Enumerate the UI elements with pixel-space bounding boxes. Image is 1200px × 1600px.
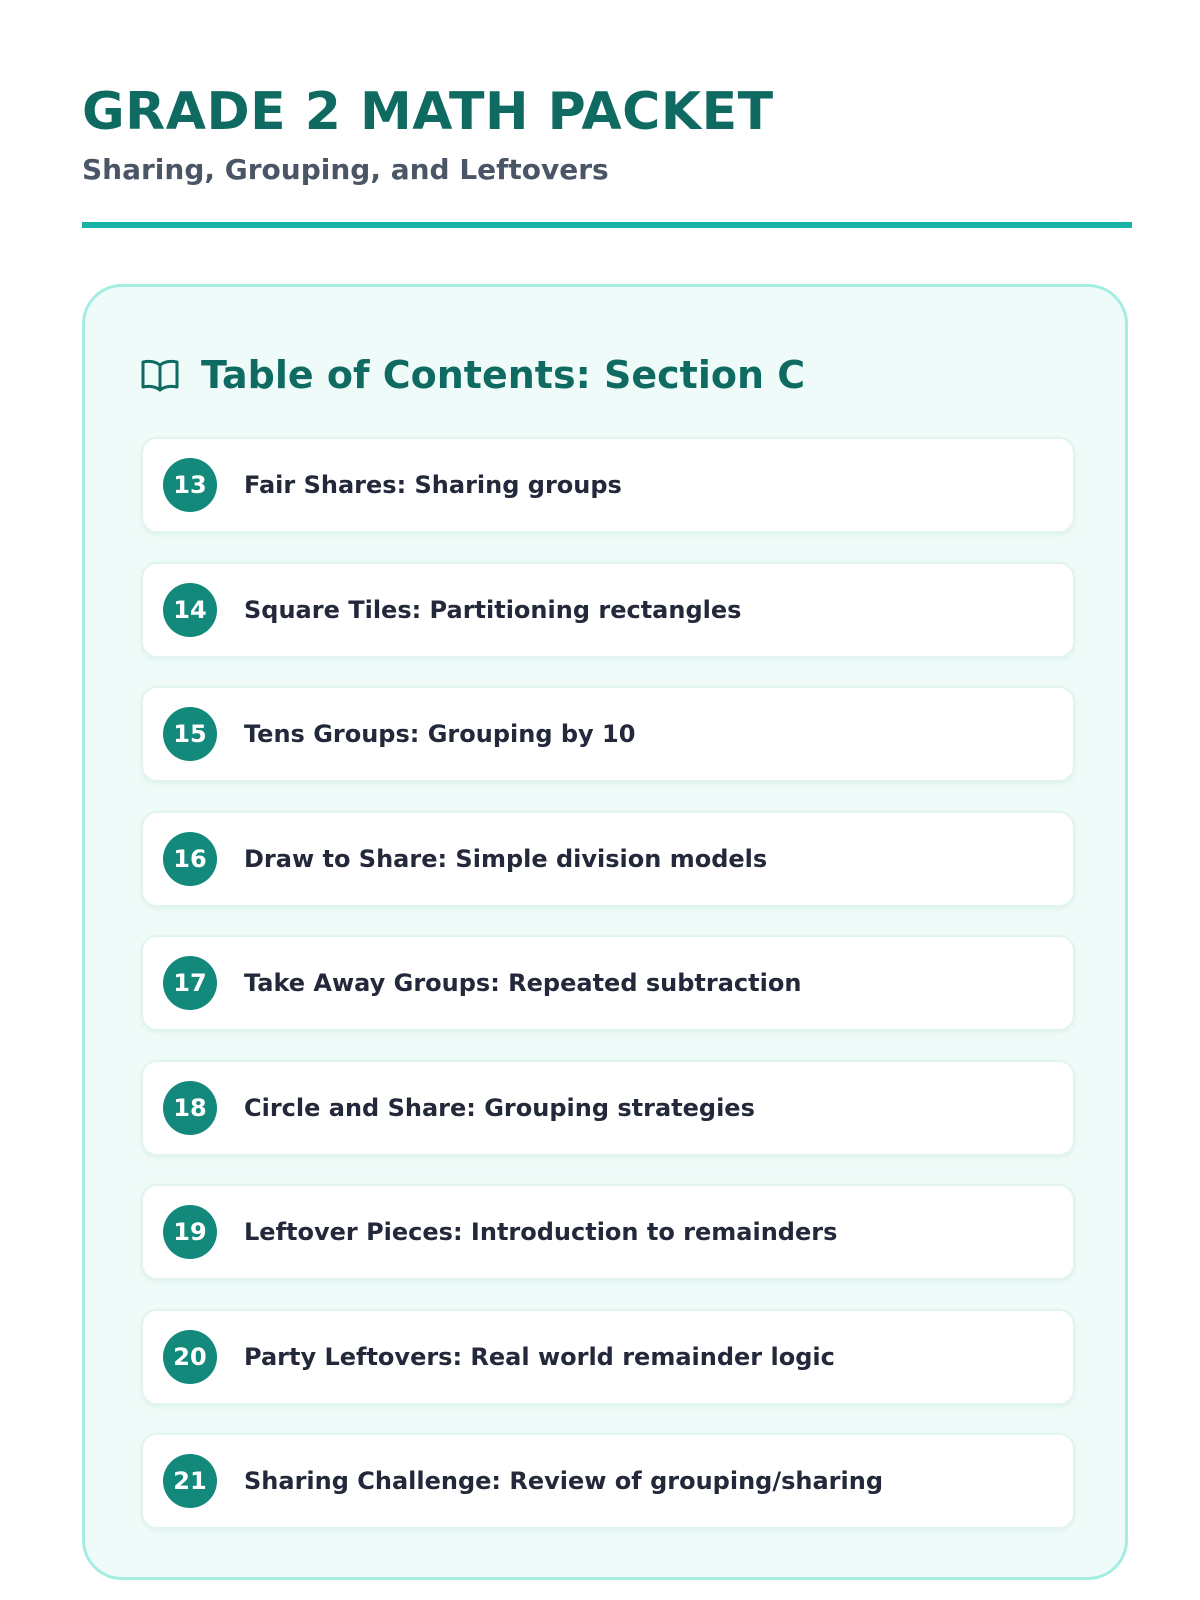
lesson-title: Leftover Pieces: Introduction to remainders (244, 1218, 838, 1246)
lesson-title: Sharing Challenge: Review of grouping/sharing (244, 1467, 884, 1495)
lesson-number-badge: 17 (163, 956, 217, 1010)
lesson-number-badge: 19 (163, 1205, 217, 1259)
lesson-title: Circle and Share: Grouping strategies (244, 1093, 755, 1122)
lesson-title: Party Leftovers: Real world remainder logic (244, 1342, 835, 1371)
toc-item[interactable] (141, 1060, 1075, 1156)
lesson-title: Square Tiles: Partitioning rectangles (244, 595, 742, 624)
lesson-number-badge: 16 (163, 832, 217, 886)
lesson-number-badge: 21 (163, 1454, 217, 1508)
lesson-number-badge: 20 (163, 1330, 217, 1384)
toc-item[interactable] (141, 935, 1075, 1031)
toc-item[interactable] (141, 562, 1075, 658)
toc-list (141, 437, 1075, 1558)
lesson-title: Tens Groups: Grouping by 10 (244, 720, 636, 748)
toc-item[interactable] (141, 1309, 1075, 1405)
lesson-number-badge: 18 (163, 1081, 217, 1135)
toc-item[interactable] (141, 1433, 1075, 1529)
page-subtitle: Sharing, Grouping, and Leftovers (82, 153, 609, 186)
toc-item[interactable] (141, 686, 1075, 782)
toc-heading-text: Table of Contents: Section C (201, 353, 806, 397)
book-open-icon (141, 358, 179, 392)
page-title: GRADE 2 MATH PACKET (82, 82, 774, 142)
lesson-number-badge: 13 (163, 458, 217, 512)
lesson-number-badge: 14 (163, 583, 217, 637)
toc-item[interactable] (141, 437, 1075, 533)
lesson-title: Draw to Share: Simple division models (244, 844, 768, 873)
lesson-title: Fair Shares: Sharing groups (244, 471, 622, 499)
toc-item[interactable] (141, 1184, 1075, 1280)
toc-item[interactable] (141, 811, 1075, 907)
lesson-number-badge: 15 (163, 707, 217, 761)
toc-heading (141, 347, 805, 403)
table-of-contents-card (82, 284, 1128, 1580)
header-divider (82, 222, 1132, 228)
lesson-title: Take Away Groups: Repeated subtraction (244, 969, 802, 997)
